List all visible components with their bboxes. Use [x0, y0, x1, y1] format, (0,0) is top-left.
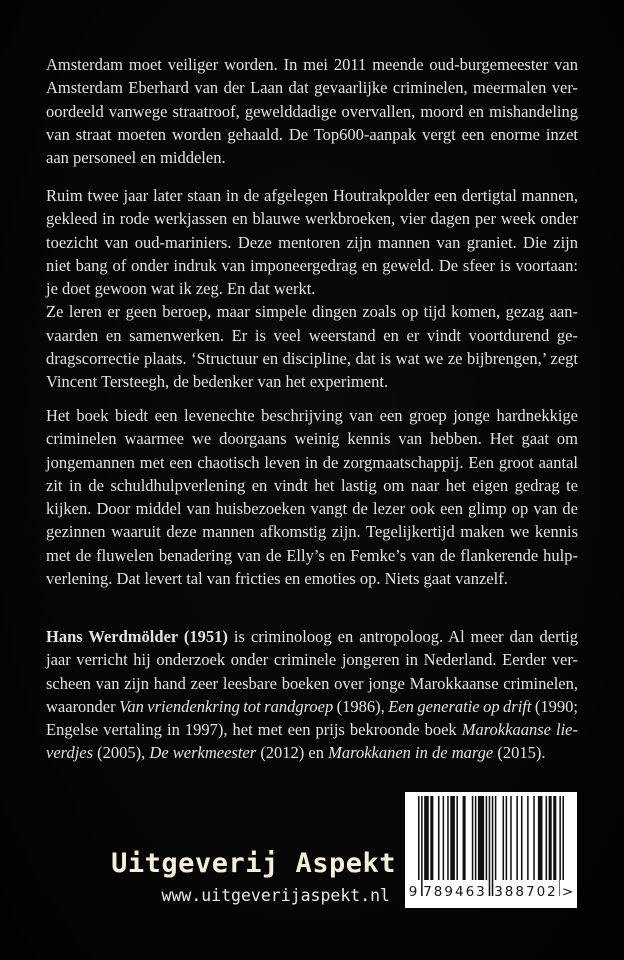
- text-line: verlening. Dat levert tal van fricties en emoties op. Niets gaat vanzelf.: [46, 569, 508, 589]
- text-line: zit in de schuldhulpverlening en vindt het lastig om naar het eigen gedrag te: [46, 475, 578, 495]
- text-line: Amsterdam moet veiliger worden. In mei 2011 meende oud-burgemeester van: [46, 55, 578, 74]
- paragraph-houtrakpolder: [46, 184, 578, 394]
- paragraph-top600: [46, 53, 578, 169]
- text-line: gekleed in rode werkjassen en blauwe werkbroeken, vier dagen per week onder: [46, 209, 578, 229]
- text-line: van straat moeten worden gehaald. De Top600-aanpak vergt een enorme inzet: [46, 124, 578, 144]
- text-line: Vincent Tersteegh, de bedenker van het experiment.: [46, 372, 389, 392]
- paragraph-author-bio: [46, 625, 578, 765]
- publisher-website: www.uitgeverijaspekt.nl: [161, 886, 390, 905]
- text-line: waaronder Van vriendenkring tot randgroep (1986), Een generatie op drift (1990;: [46, 696, 578, 716]
- text-line: criminelen waarmee we doorgaans weinig kennis van hebben. Het gaat om: [46, 429, 578, 449]
- text-line: jaar verricht hij onderzoek onder criminele jongeren in Nederland. Eerder ver-: [46, 650, 578, 670]
- text-line: verdjes (2005), De werkmeester (2012) en Marokkanen in de marge (2015).: [46, 743, 546, 763]
- text-line: Ze leren er geen beroep, maar simpele dingen zoals op tijd komen, gezag aan-: [46, 302, 578, 322]
- text-line: Ruim twee jaar later staan in de afgelegen Houtrakpolder een dertigtal mannen,: [46, 186, 578, 205]
- barcode-digit-lead: 9: [406, 880, 420, 904]
- text-line: Engelse vertaling in 1997), het met een prijs bekroonde boek Marokkaanse lie-: [46, 720, 578, 740]
- isbn-barcode: [405, 792, 577, 908]
- text-line: toezicht van oud-mariniers. Deze mentoren zijn mannen van graniet. Die zijn: [46, 232, 578, 252]
- text-line: je doet gewoon wat ik zeg. En dat werkt.: [46, 279, 316, 299]
- text-line: kijken. Door middel van huisbezoeken vangt de lezer ook een glimp op van de: [46, 499, 578, 519]
- text-line: scheen van zijn hand zeer leesbare boeken over jonge Marokkaanse criminelen,: [46, 673, 578, 693]
- text-line: dragscorrectie plaats. ‘Structuur en discipline, dat is wat we ze bijbrengen,’ zegt: [46, 349, 578, 369]
- text-line: vaarden en samenwerken. Er is veel weerstand en er vindt voortdurend ge-: [46, 325, 578, 345]
- text-line: Hans Werdmölder (1951) is criminoloog en antropoloog. Al meer dan dertig: [46, 627, 578, 646]
- barcode-digits-left: 789463: [423, 880, 487, 904]
- text-line: aan personeel en middelen.: [46, 148, 226, 168]
- text-line: jongemannen met een chaotisch leven in de zorgmaatschappij. Een groot aantal: [46, 452, 578, 472]
- paragraph-book-description: [46, 404, 578, 590]
- text-line: Het boek biedt een levenechte beschrijving van een groep jonge hardnekkige: [46, 406, 578, 425]
- barcode-trailing-mark: >: [560, 880, 575, 904]
- text-line: Amsterdam Eberhard van der Laan dat gevaarlijke criminelen, meermalen ver-: [46, 78, 578, 98]
- barcode-digits-right: 388702: [494, 880, 558, 904]
- text-line: met de fluwelen benadering van de Elly’s en Femke’s van de flankerende hulp-: [46, 545, 578, 565]
- text-line: oordeeld vanwege straatroof, gewelddadige overvallen, moord en mishandeling: [46, 101, 578, 121]
- text-line: niet bang of onder indruk van imponeergedrag en geweld. De sfeer is voortaan:: [46, 255, 578, 275]
- text-line: gezinnen waaruit deze mannen afkomstig zijn. Tegelijkertijd maken we kennis: [46, 522, 578, 542]
- publisher-logo: Uitgeverij Aspekt: [111, 848, 396, 879]
